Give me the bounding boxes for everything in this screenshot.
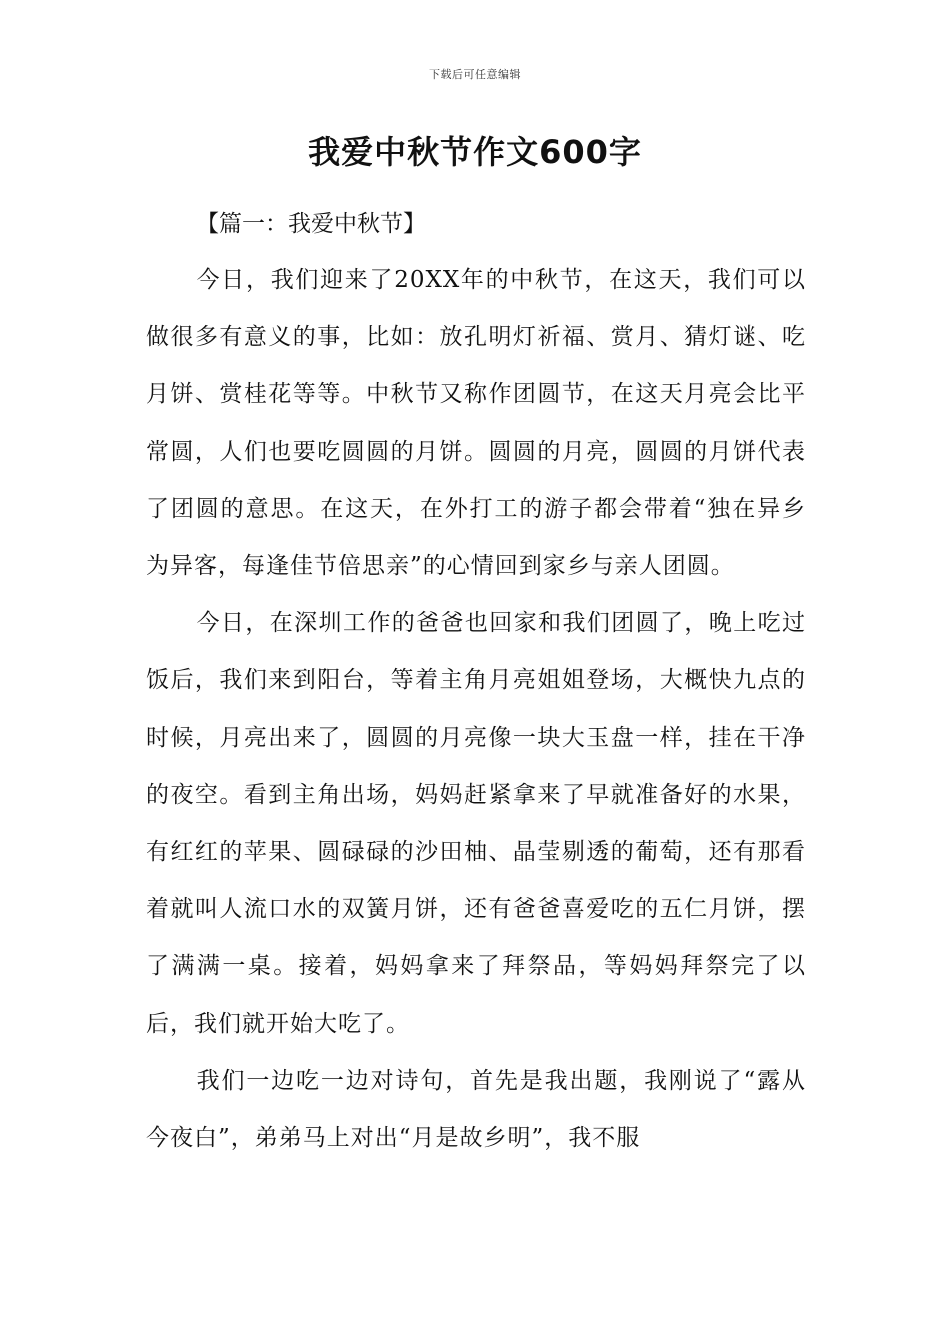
paragraph-1: 今日，我们迎来了20XX年的中秋节，在这天，我们可以做很多有意义的事，比如：放孔明灯祈福、赏月、猜灯谜、吃月饼、赏桂花等等。中秋节又称作团圆节，在这天月亮会比平常圆，人们也要吃圆圆的月饼。圆圆的月亮，圆圆的月饼代表了团圆的意思。在这天，在外打工的游子都会带着“独在异乡为异客，每逢佳节倍思亲”的心情回到家乡与亲人团圆。: [146, 267, 806, 580]
section-heading: 【篇一：我爱中秋节】: [196, 211, 426, 237]
paragraph-2: 今日，在深圳工作的爸爸也回家和我们团圆了，晚上吃过饭后，我们来到阳台，等着主角月亮姐姐登场，大概快九点的时候，月亮出来了，圆圆的月亮像一块大玉盘一样，挂在干净的夜空。看到主角出场，妈妈赶紧拿来了早就准备好的水果，有红红的苹果、圆碌碌的沙田柚、晶莹剔透的葡萄，还有那看着就叫人流口水的双簧月饼，还有爸爸喜爱吃的五仁月饼，摆了满满一桌。接着，妈妈拿来了拜祭品，等妈妈拜祭完了以后，我们就开始大吃了。: [146, 610, 806, 1037]
header-note: 下载后可任意编辑: [429, 68, 521, 81]
document-body: [146, 252, 806, 1167]
document-title: 我爱中秋节作文600字: [308, 133, 642, 171]
paragraph-3: 我们一边吃一边对诗句，首先是我出题，我刚说了“露从今夜白”，弟弟马上对出“月是故乡明”，我不服: [146, 1067, 806, 1152]
